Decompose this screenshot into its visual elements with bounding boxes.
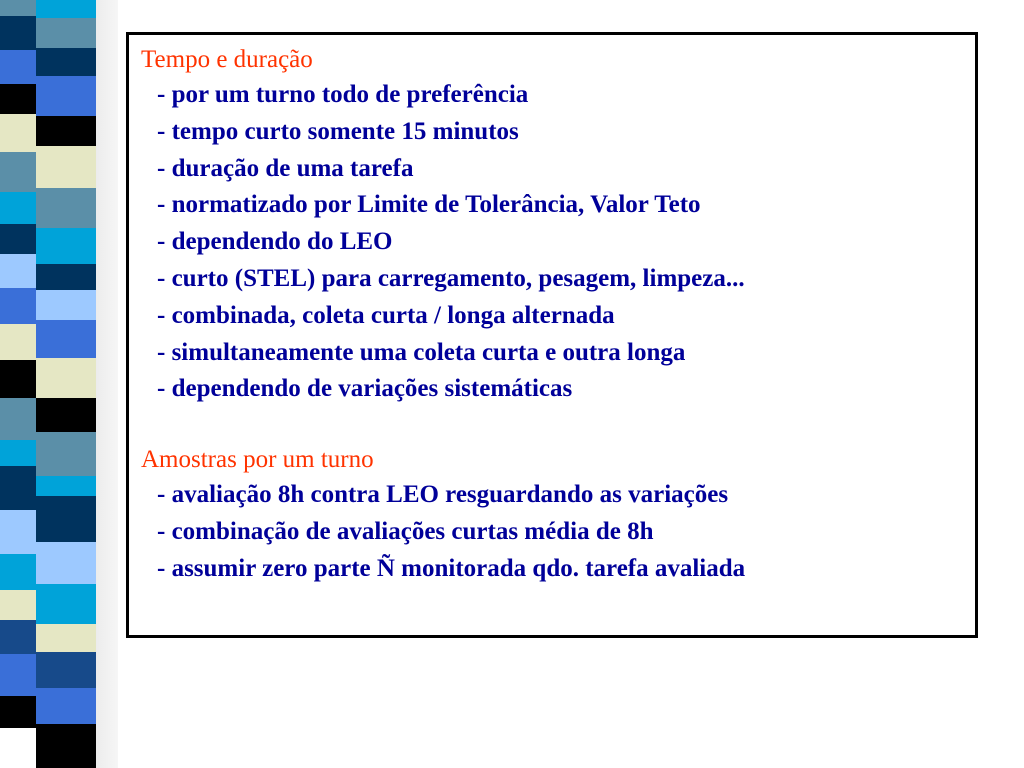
stripe-segment bbox=[36, 398, 96, 432]
stripe-segment bbox=[36, 542, 96, 584]
stripe-segment bbox=[36, 48, 96, 76]
list-item: - avaliação 8h contra LEO resguardando as variações bbox=[157, 481, 729, 509]
stripe-segment bbox=[36, 228, 96, 264]
bullet-list bbox=[141, 477, 975, 587]
stripe-segment bbox=[36, 18, 96, 48]
decorative-stripe-bar bbox=[0, 0, 118, 768]
stripe-segment bbox=[36, 724, 96, 768]
stripe-segment bbox=[0, 50, 36, 84]
list-item: - por um turno todo de preferência bbox=[157, 81, 529, 108]
stripe-segment bbox=[36, 76, 96, 116]
list-item: - dependendo do LEO bbox=[157, 228, 393, 256]
stripe-segment bbox=[0, 114, 36, 152]
list-item: - dependendo de variações sistemáticas bbox=[157, 375, 573, 403]
stripe-segment bbox=[0, 84, 36, 114]
stripe-segment bbox=[0, 0, 36, 16]
stripe-segment bbox=[36, 0, 96, 18]
stripe-segment bbox=[36, 476, 96, 496]
stripe-segment bbox=[36, 146, 96, 188]
stripe-segment bbox=[36, 264, 96, 290]
section-tempo-duracao bbox=[141, 45, 975, 408]
list-item: - assumir zero parte Ñ monitorada qdo. tarefa avaliada bbox=[157, 554, 746, 582]
list-item: - combinada, coleta curta / longa alternada bbox=[157, 301, 615, 329]
stripe-segment bbox=[0, 192, 36, 224]
section-heading: Amostras por um turno bbox=[141, 446, 374, 474]
stripe-segment bbox=[36, 290, 96, 320]
stripe-segment bbox=[0, 16, 36, 50]
section-heading: Tempo e duração bbox=[141, 46, 313, 73]
content-panel bbox=[126, 32, 978, 638]
bullet-list bbox=[141, 77, 975, 408]
stripe-segment bbox=[0, 590, 36, 620]
list-item: - duração de uma tarefa bbox=[157, 154, 414, 182]
stripe-segment bbox=[0, 654, 36, 696]
stripe-segment bbox=[0, 696, 36, 728]
section-amostras-turno bbox=[141, 445, 975, 587]
stripe-segment bbox=[0, 254, 36, 288]
stripe-segment bbox=[36, 320, 96, 358]
stripe-segment bbox=[36, 188, 96, 228]
stripe-segment bbox=[0, 554, 36, 590]
list-item: - curto (STEL) para carregamento, pesagem, limpeza... bbox=[157, 264, 745, 292]
stripe-segment bbox=[0, 510, 36, 554]
stripe-segment bbox=[0, 620, 36, 654]
list-item: - combinação de avaliações curtas média de 8h bbox=[157, 517, 654, 545]
stripe-segment bbox=[0, 398, 36, 440]
stripe-segment bbox=[36, 688, 96, 724]
stripe-segment bbox=[36, 116, 96, 146]
stripe-segment bbox=[36, 584, 96, 624]
list-item: - tempo curto somente 15 minutos bbox=[157, 117, 519, 145]
stripe-segment bbox=[36, 652, 96, 688]
list-item: - simultaneamente uma coleta curta e outra longa bbox=[157, 338, 686, 366]
stripe-segment bbox=[36, 432, 96, 476]
stripe-segment bbox=[0, 288, 36, 324]
stripe-segment bbox=[36, 624, 96, 652]
stripe-segment bbox=[36, 496, 96, 542]
stripe-segment bbox=[0, 324, 36, 360]
stripe-segment bbox=[0, 224, 36, 254]
stripe-segment bbox=[0, 152, 36, 192]
stripe-segment bbox=[36, 358, 96, 398]
stripe-segment bbox=[0, 360, 36, 398]
stripe-column-right bbox=[36, 0, 96, 768]
stripe-segment bbox=[0, 466, 36, 510]
stripe-shadow bbox=[96, 0, 118, 768]
list-item: - normatizado por Limite de Tolerância, Valor Teto bbox=[157, 191, 701, 219]
stripe-column-left bbox=[0, 0, 36, 768]
stripe-segment bbox=[0, 440, 36, 466]
